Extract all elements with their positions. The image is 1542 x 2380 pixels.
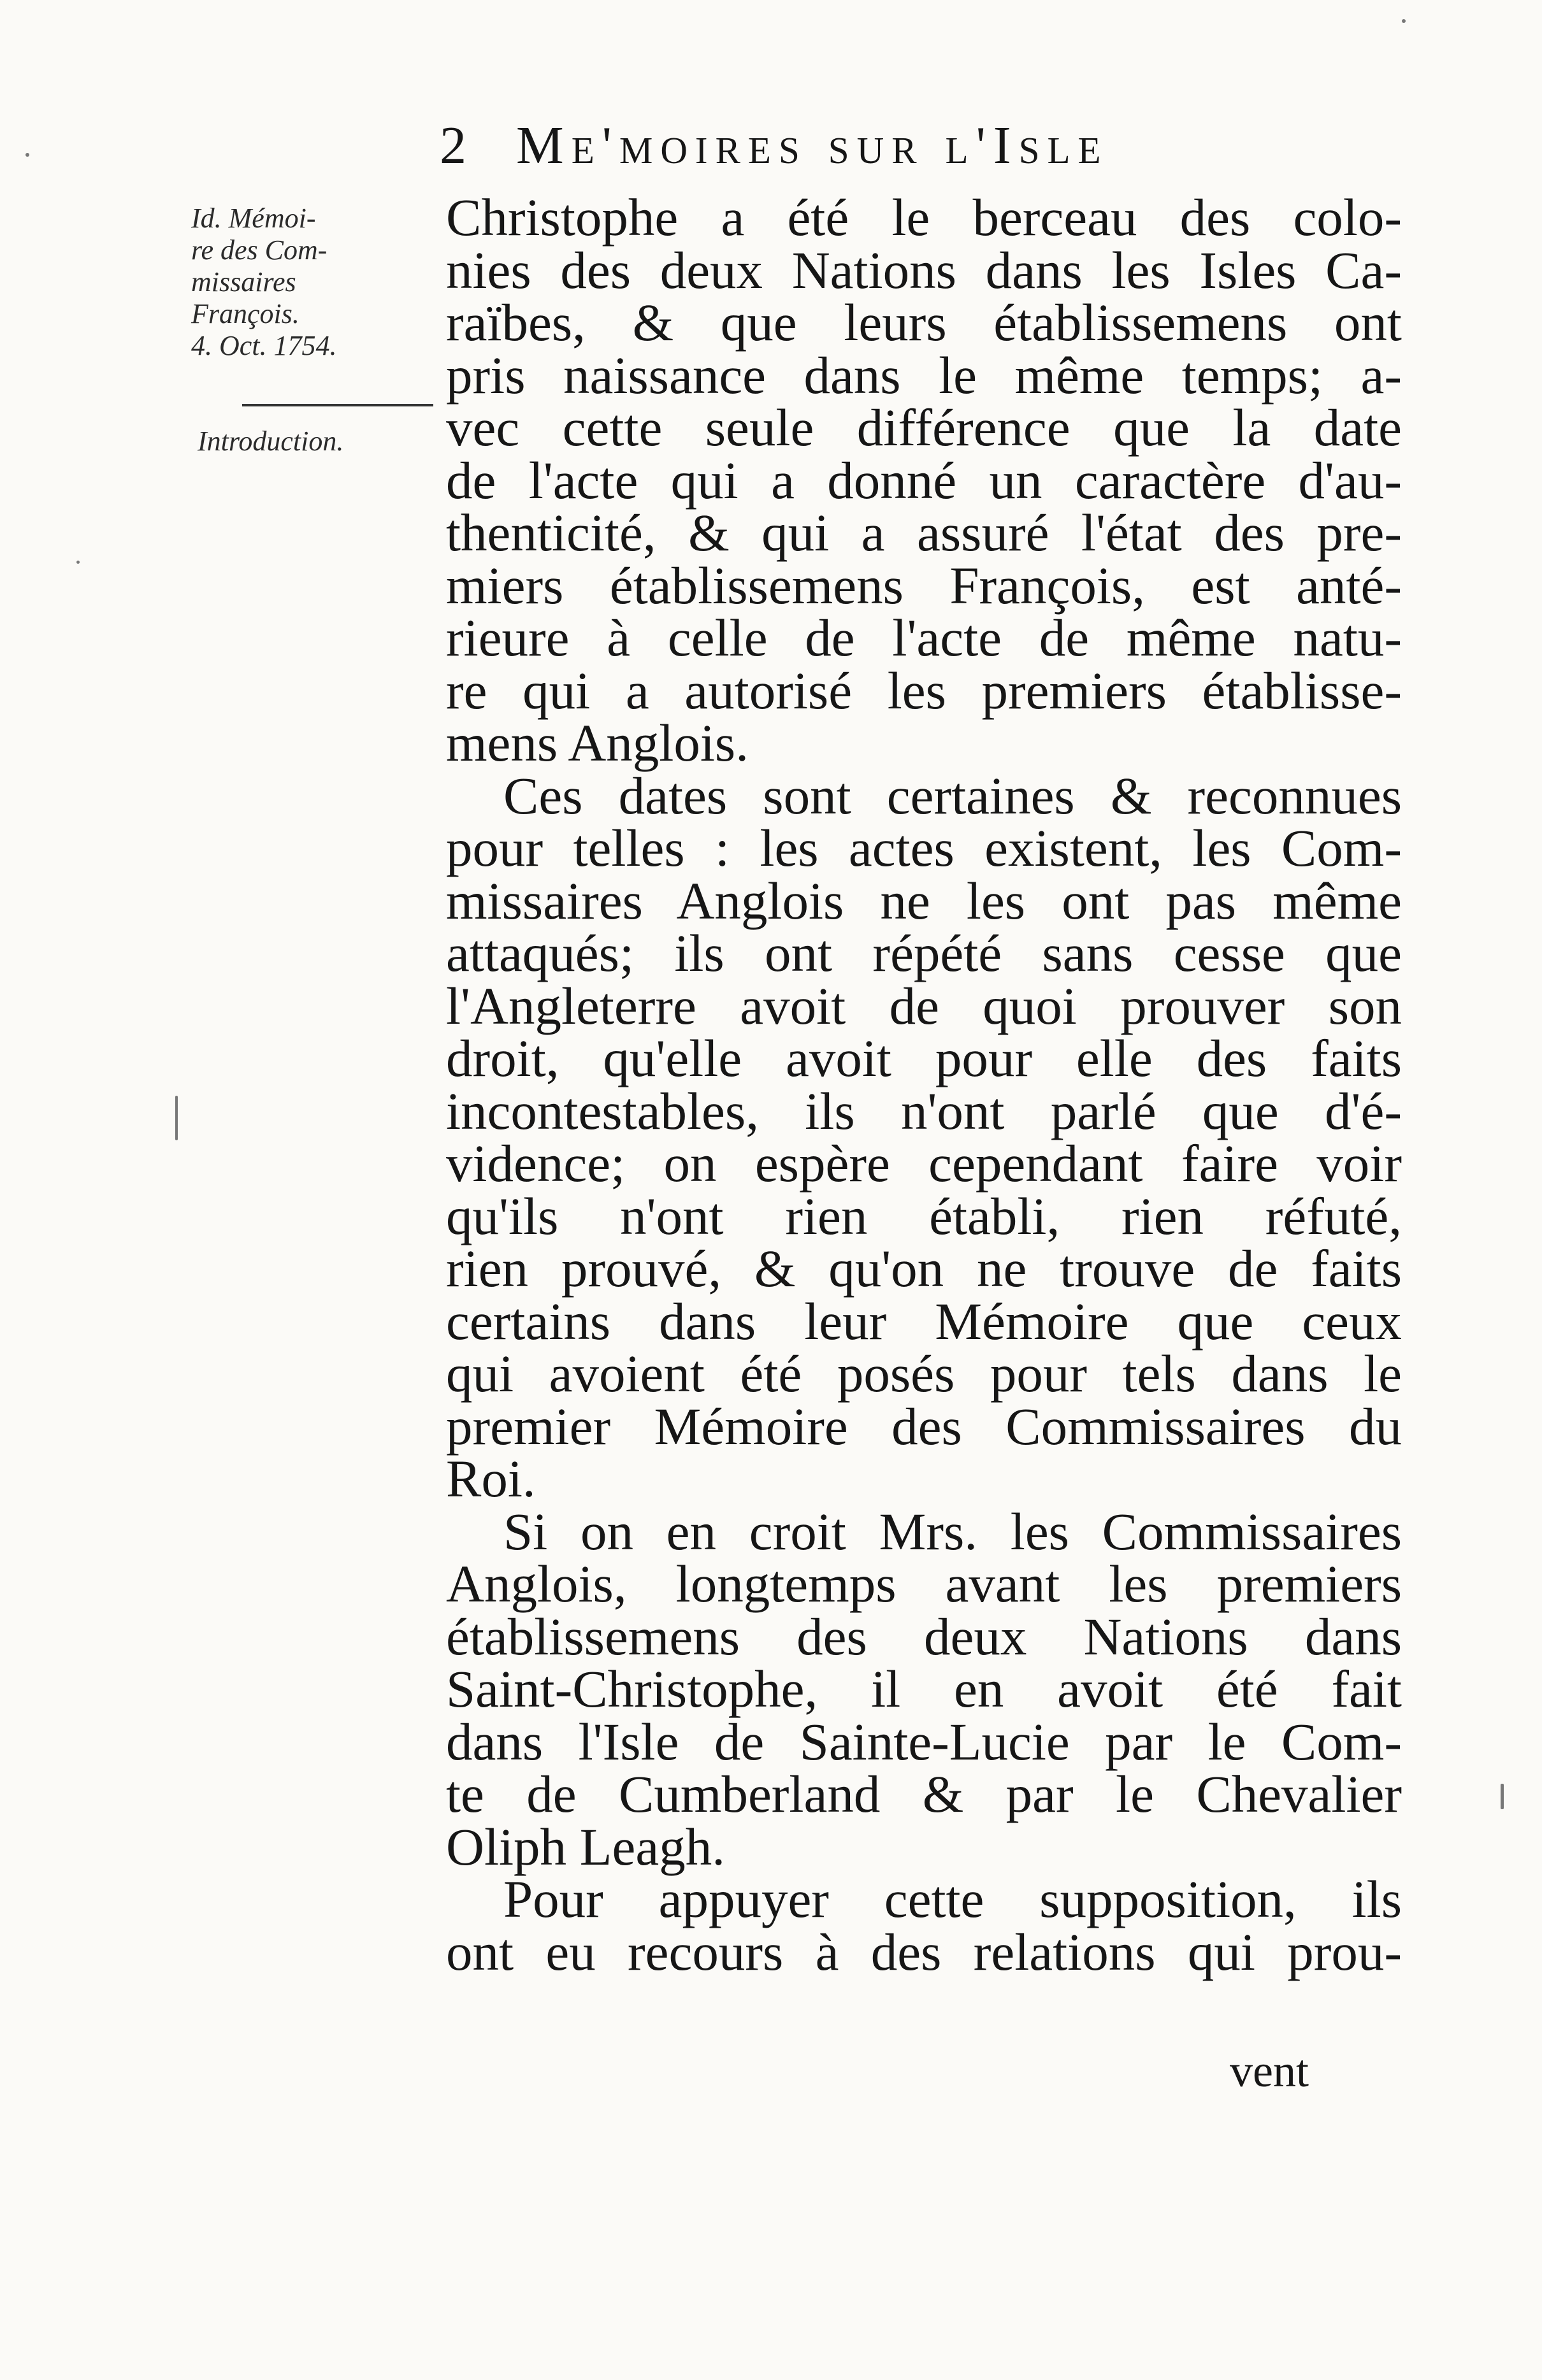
text-line: premier Mémoire des Commissaires du bbox=[446, 1396, 1402, 1456]
text-line: vec cette seule différence que la date bbox=[446, 398, 1402, 457]
text-line: dans l'Isle de Sainte-Lucie par le Com- bbox=[446, 1712, 1402, 1771]
text-line: établissemens des deux Nations dans bbox=[446, 1607, 1402, 1666]
text-line: miers établissemens François, est anté- bbox=[446, 556, 1402, 615]
text-line: Anglois, longtemps avant les premiers bbox=[446, 1554, 1402, 1613]
text-line: nies des deux Nations dans les Isles Ca- bbox=[446, 240, 1402, 299]
catchword: vent bbox=[1230, 2046, 1309, 2097]
margin-notes bbox=[191, 203, 427, 457]
text-line: droit, qu'elle avoit pour elle des faits bbox=[446, 1029, 1402, 1087]
body-text bbox=[446, 188, 1402, 1981]
text-line: mens Anglois. bbox=[446, 713, 749, 772]
running-title: Me'moires sur l'Isle bbox=[516, 116, 1109, 175]
paper-speck bbox=[25, 153, 29, 157]
paper-speck bbox=[76, 561, 80, 564]
running-header bbox=[440, 115, 1281, 185]
paper-speck bbox=[1402, 19, 1406, 23]
text-line: Pour appuyer cette supposition, ils bbox=[503, 1870, 1402, 1928]
margin-reference-line: 4. Oct. 1754. bbox=[191, 330, 337, 361]
text-line: Ces dates sont certaines & reconnues bbox=[503, 766, 1402, 825]
text-line: missaires Anglois ne les ont pas même bbox=[446, 871, 1402, 930]
text-line: Roi. bbox=[446, 1449, 536, 1508]
text-line: rieure à celle de l'acte de même natu- bbox=[446, 608, 1402, 667]
text-line: pour telles : les actes existent, les Com- bbox=[446, 819, 1402, 877]
margin-reference-line: François. bbox=[191, 298, 299, 329]
text-line: qui avoient été posés pour tels dans le bbox=[446, 1344, 1402, 1403]
text-line: thenticité, & qui a assuré l'état des pre- bbox=[446, 503, 1402, 562]
text-line: vidence; on espère cependant faire voir bbox=[446, 1134, 1402, 1193]
text-line: l'Angleterre avoit de quoi prouver son bbox=[446, 976, 1402, 1035]
text-line: re qui a autorisé les premiers établisse- bbox=[446, 661, 1402, 720]
text-line: ont eu recours à des relations qui prou- bbox=[446, 1922, 1402, 1981]
text-line: incontestables, ils n'ont parlé que d'é- bbox=[446, 1081, 1402, 1140]
text-line: certains dans leur Mémoire que ceux bbox=[446, 1291, 1402, 1351]
text-line: Si on en croit Mrs. les Commissaires bbox=[503, 1502, 1402, 1561]
margin-section-label: Introduction. bbox=[198, 426, 344, 457]
text-line: rien prouvé, & qu'on ne trouve de faits bbox=[446, 1239, 1402, 1298]
page-number: 2 bbox=[440, 116, 470, 175]
text-line: raïbes, & que leurs établissemens ont bbox=[446, 293, 1402, 352]
margin-reference-line: re des Com- bbox=[191, 234, 328, 266]
text-line: Saint-Christophe, il en avoit été fait bbox=[446, 1660, 1402, 1718]
text-line: Christophe a été le berceau des colo- bbox=[446, 188, 1402, 247]
text-line: Oliph Leagh. bbox=[446, 1817, 725, 1876]
text-line: te de Cumberland & par le Chevalier bbox=[446, 1765, 1402, 1823]
text-line: qu'ils n'ont rien établi, rien réfuté, bbox=[446, 1186, 1402, 1245]
margin-reference-line: Id. Mémoi- bbox=[191, 203, 316, 234]
text-line: pris naissance dans le même temps; a- bbox=[446, 345, 1402, 405]
text-line: attaqués; ils ont répété sans cesse que bbox=[446, 924, 1402, 982]
paper-speck bbox=[175, 1096, 178, 1140]
margin-divider bbox=[242, 404, 433, 406]
text-line: de l'acte qui a donné un caractère d'au- bbox=[446, 450, 1402, 510]
margin-reference-line: missaires bbox=[191, 266, 296, 298]
paper-speck bbox=[1501, 1784, 1504, 1809]
